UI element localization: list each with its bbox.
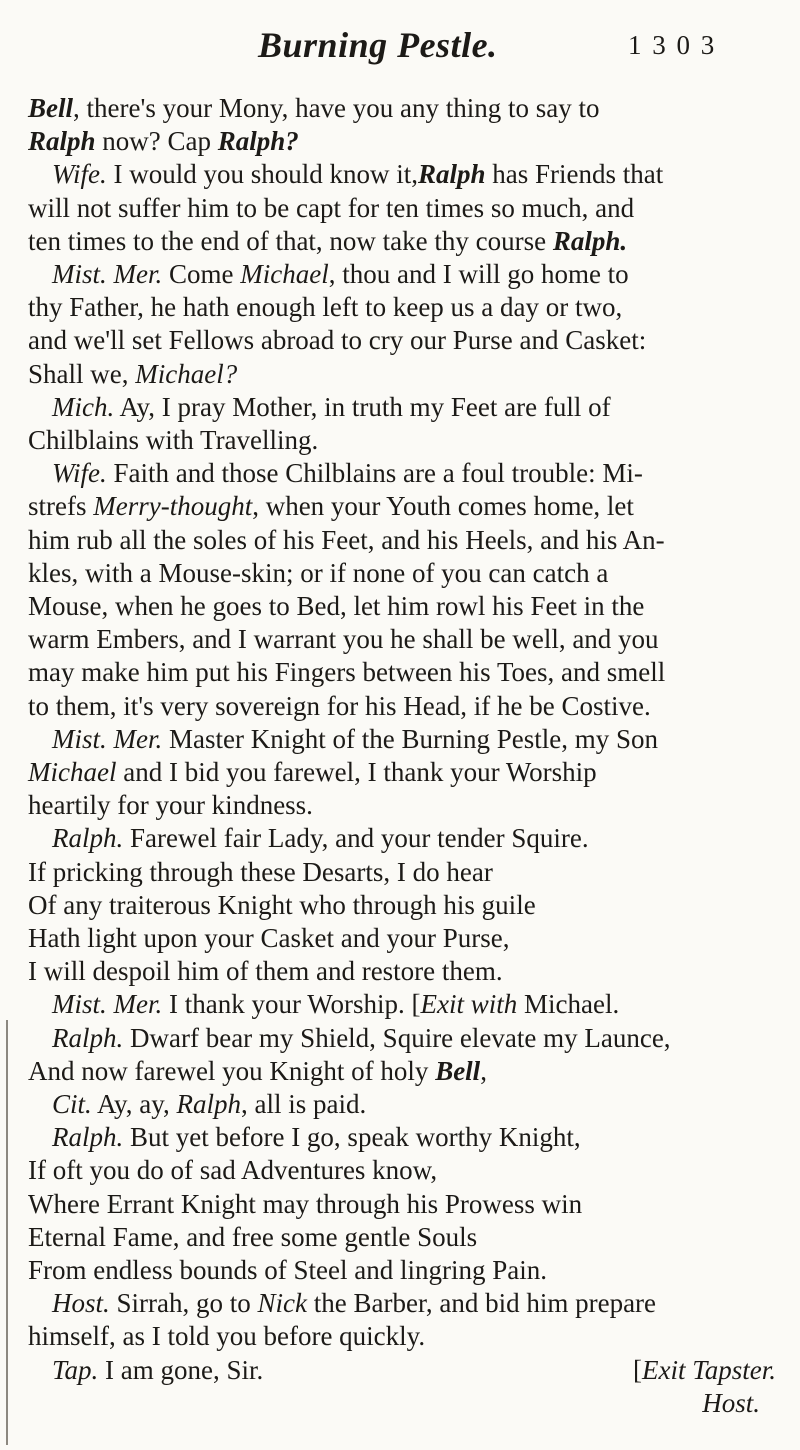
character-name: Michael <box>28 757 117 787</box>
text-line <box>28 424 318 457</box>
line-text: , thou and I will go home to <box>328 259 629 289</box>
character-name: Ralph <box>176 1089 242 1119</box>
verse-line <box>28 955 503 988</box>
line-text: [ <box>632 1354 642 1385</box>
line-text: I will despoil him of them and restore them. <box>28 956 503 987</box>
text-line <box>28 524 665 557</box>
text-line <box>52 1354 263 1387</box>
text-line <box>28 623 659 656</box>
verse-line <box>28 1154 437 1187</box>
line-text: the Barber, and bid him prepare <box>307 1288 657 1319</box>
line-text: warm Embers, and I warrant you he shall be well, and you <box>28 624 659 655</box>
text-line <box>28 92 600 125</box>
running-title: Burning Pestle. <box>258 25 498 65</box>
line-text: Hath light upon your Casket and your Purse, <box>28 923 510 953</box>
line-text: Farewel fair Lady, and your tender Squire. <box>123 823 589 854</box>
text-line <box>28 225 627 258</box>
text-line <box>28 1254 547 1287</box>
line-text: Come <box>162 259 241 289</box>
catchword: Host. <box>702 1387 760 1418</box>
line-text: now? Cap <box>95 126 218 157</box>
line-text: and we'll set Fellows abroad to cry our Purse and Casket: <box>28 325 647 356</box>
line-text: to them, it's very sovereign for his Head, if he be Costive. <box>28 690 651 721</box>
text-line <box>52 1287 656 1320</box>
text-line <box>52 258 629 291</box>
text-line <box>52 822 589 855</box>
text-line <box>52 723 658 756</box>
line-text: Sirrah, go to <box>109 1288 258 1319</box>
line-text: Shall we, <box>28 358 136 389</box>
text-line <box>28 358 237 391</box>
speaker-name: Wife. <box>52 458 107 489</box>
stage-direction: Exit Tapster. <box>641 1354 776 1385</box>
character-name: Michael <box>240 259 329 289</box>
stage-direction: Exit with <box>420 989 518 1020</box>
line-text: Master Knight of the Burning Pestle, my Son <box>162 723 658 754</box>
line-text: thy Father, he hath enough left to keep us a day or two, <box>28 292 623 323</box>
line-text: But yet before I go, speak worthy Knight, <box>123 1122 581 1153</box>
speaker-name: Nick <box>257 1288 307 1319</box>
speaker-name: Tap. <box>52 1354 99 1385</box>
line-text: will not suffer him to be capt for ten times so much, and <box>28 192 635 223</box>
margin-rule <box>6 1020 8 1445</box>
speaker-name: Mist. Mer. <box>52 259 163 289</box>
speaker-name: Bell <box>28 93 73 123</box>
speaker-name: Ralph. <box>52 823 124 854</box>
line-text: Mouse, when he goes to Bed, let him rowl his Feet in the <box>28 591 645 621</box>
line-text: I would you should know it, <box>106 159 419 190</box>
line-text: has Friends that <box>485 159 664 190</box>
verse-line <box>28 1055 487 1088</box>
speaker-name: Wife. <box>52 159 107 190</box>
line-text: him rub all the soles of his Feet, and his Heels, and his An- <box>28 524 665 555</box>
text-line <box>28 324 646 357</box>
line-text: If pricking through these Desarts, I do hear <box>28 856 493 887</box>
line-text: and I bid you farewel, I thank your Worship <box>116 757 597 787</box>
text-line <box>52 391 611 424</box>
text-line <box>28 756 597 789</box>
line-text: Dwarf bear my Shield, Squire elevate my Launce, <box>123 1022 671 1053</box>
line-text: , there's your Mony, have you any thing to say to <box>73 93 600 123</box>
text-line <box>28 1320 425 1353</box>
text-line <box>28 125 299 158</box>
text-line <box>28 291 622 324</box>
line-text: I am gone, Sir. <box>98 1354 264 1385</box>
page-header <box>0 14 800 74</box>
text-line <box>52 158 663 191</box>
character-name: Ralph <box>418 159 486 190</box>
speaker-name: Host. <box>52 1288 110 1319</box>
speaker-name: Mist. Mer. <box>52 723 163 754</box>
page-number: 1 3 0 3 <box>628 30 717 60</box>
character-name: Merry-thought <box>93 491 253 522</box>
line-text: Ay, I pray Mother, in truth my Feet are full of <box>114 391 611 422</box>
speaker-name: Ralph. <box>52 1022 124 1053</box>
line-text: , when your Youth comes home, let <box>252 491 634 522</box>
speaker-name: Cit. <box>52 1089 92 1119</box>
text-line <box>28 490 634 523</box>
text-line <box>28 1221 477 1254</box>
line-text: Michael. <box>517 989 620 1020</box>
line-text: If oft you do of sad Adventures know, <box>28 1155 438 1186</box>
line-text: Where Errant Knight may through his Prowess win <box>28 1188 583 1219</box>
verse-line <box>28 856 493 889</box>
character-name: Ralph. <box>552 225 628 256</box>
text-line <box>52 1121 581 1154</box>
line-text: Of any traiterous Knight who through his guile <box>28 889 536 920</box>
verse-line <box>28 889 536 922</box>
line-text: And now farewel you Knight of holy <box>28 1055 436 1086</box>
line-text: ten times to the end of that, now take thy course <box>28 225 553 256</box>
text-line <box>28 656 665 689</box>
speaker-name: Ralph. <box>52 1122 124 1153</box>
line-text: may make him put his Fingers between his Toes, and smell <box>28 657 666 688</box>
character-name: Ralph <box>28 126 96 157</box>
line-text: , <box>480 1055 487 1086</box>
verse-line <box>28 922 509 955</box>
text-line <box>52 1088 366 1121</box>
character-name: Bell <box>435 1055 481 1086</box>
line-text: himself, as I told you before quickly. <box>28 1321 426 1352</box>
line-text: , all is paid. <box>241 1089 367 1119</box>
line-text: heartily for your kindness. <box>28 790 313 821</box>
verse-line <box>28 1188 582 1221</box>
line-text: strefs <box>28 491 94 522</box>
speaker-name: Mich. <box>52 391 115 422</box>
line-text: Chilblains with Travelling. <box>28 425 319 455</box>
text-line <box>52 457 643 490</box>
character-name: Ralph? <box>217 126 299 157</box>
character-name: Michael? <box>135 358 238 389</box>
text-line <box>28 557 608 590</box>
speaker-name: Mist. Mer. <box>52 989 163 1020</box>
text-line <box>28 192 634 225</box>
text-line <box>28 789 313 822</box>
line-text: I thank your Worship. [ <box>162 989 421 1020</box>
text-line <box>28 590 644 623</box>
line-text: Faith and those Chilblains are a foul trouble: Mi- <box>106 458 643 489</box>
line-text: Ay, ay, <box>91 1089 177 1119</box>
text-line <box>52 988 619 1021</box>
line-text: Eternal Fame, and free some gentle Souls <box>28 1221 478 1252</box>
line-text: From endless bounds of Steel and lingring Pain. <box>28 1255 547 1285</box>
text-line <box>28 690 651 723</box>
text-line <box>52 1022 671 1055</box>
line-text: kles, with a Mouse-skin; or if none of you can catch a <box>28 557 609 588</box>
